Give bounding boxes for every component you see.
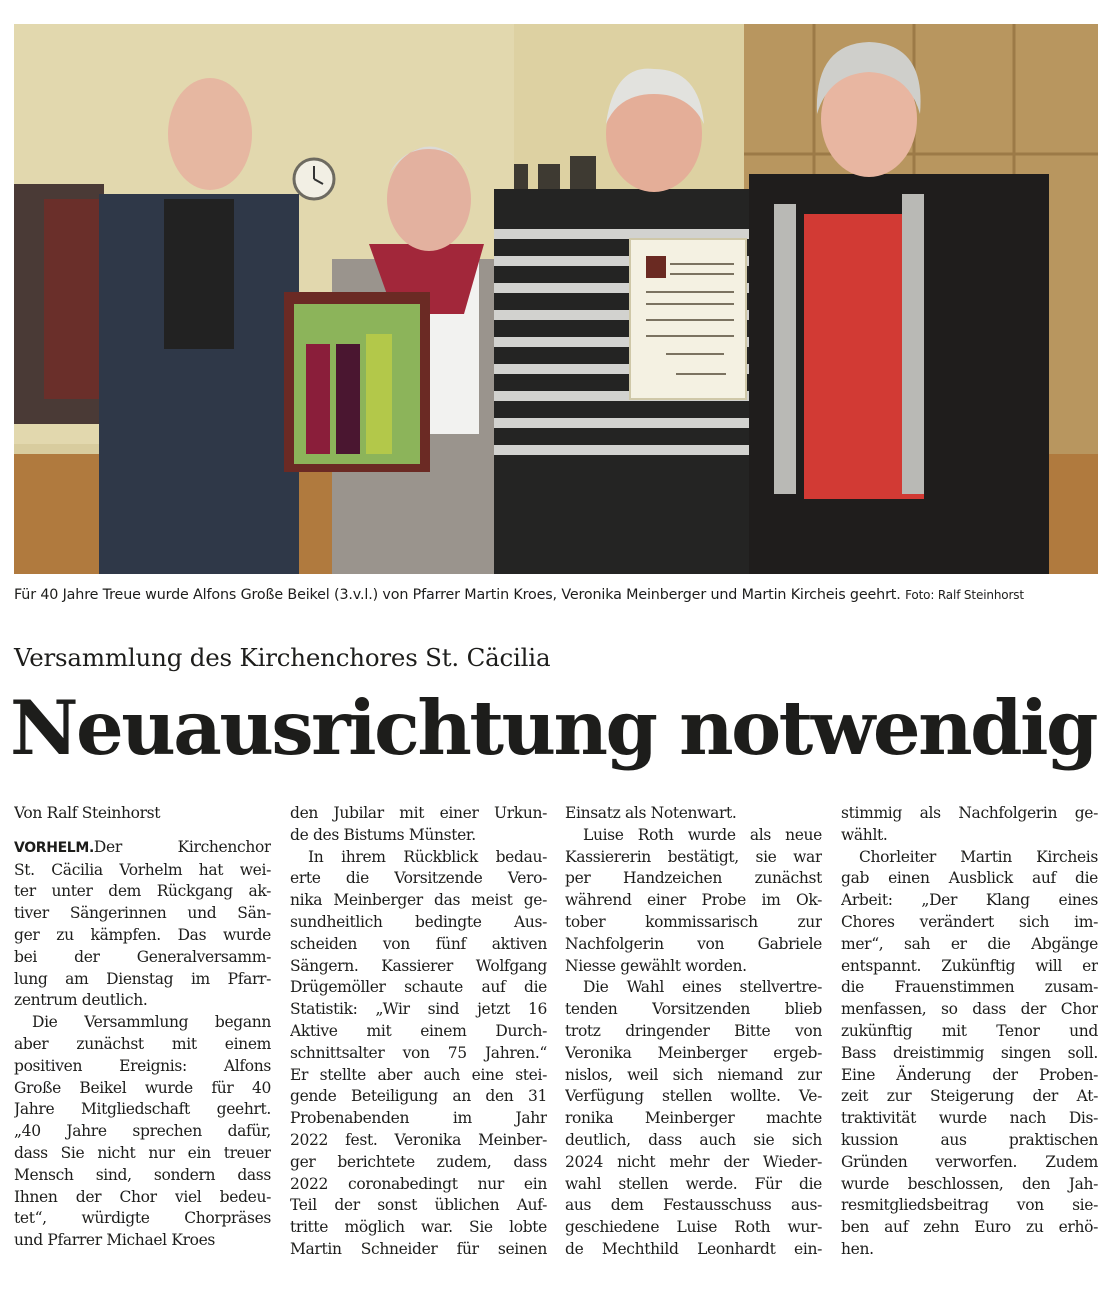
article-line: menfassen, so dass der Chor [841,1000,1098,1019]
article-line: Probenabenden im Jahr [290,1109,547,1128]
article-line: tenden Vorsitzenden blieb [565,1000,822,1019]
article-line: 2022 coronabedingt nur ein [290,1174,547,1193]
article-line: ter unter dem Rückgang ak- [14,882,271,901]
article-line: trotz dringender Bitte von [565,1021,822,1040]
photo-scene [14,24,1098,574]
article-line: Martin Schneider für seinen [290,1239,547,1258]
article-column-1 [14,803,271,1252]
article-line: Ihnen der Chor viel bedeu- [14,1187,271,1206]
article-line: Er stellte aber auch eine stei- [290,1065,547,1084]
article-line: Chorleiter Martin Kircheis [859,847,1098,866]
article-line: de Mechthild Leonhardt ein- [565,1239,822,1258]
article-line: sundheitlich bedingte Aus- [290,912,547,931]
article-line: Jahre Mitgliedschaft geehrt. [14,1100,271,1119]
article-line: tet“, würdigte Chorpräses [14,1209,271,1228]
article-line: Sängern. Kassierer Wolfgang [290,956,547,975]
article-line: zeit zur Steigerung der At- [841,1087,1098,1106]
article-line: 2022 fest. Veronika Meinber- [290,1130,547,1149]
article-line: Teil der sonst üblichen Auf- [290,1196,547,1215]
article-line: aus dem Festausschuss aus- [565,1196,822,1215]
article-line: Arbeit: „Der Klang eines [841,891,1098,910]
article-line: und Pfarrer Michael Kroes [14,1231,216,1250]
article-column-2 [290,803,547,1261]
article-line: Chores verändert sich im- [841,912,1098,931]
article-line: Mensch sind, sondern dass [14,1165,271,1184]
article-line: positiven Ereignis: Alfons [14,1056,271,1075]
article-line: lung am Dienstag im Pfarr- [14,969,271,988]
article-line: nika Meinberger das meist ge- [290,891,547,910]
article-line: tritte möglich war. Sie lobte [290,1218,547,1237]
article-line: Die Versammlung begann [32,1013,271,1032]
article-column-4 [841,803,1098,1261]
article-line: wurde beschlossen, den Jah- [841,1174,1098,1193]
article-line: Gründen verworfen. Zudem [841,1152,1098,1171]
article-photo [14,24,1098,574]
article-line: scheiden von fünf aktiven [290,934,547,953]
photo-credit: Foto: Ralf Steinhorst [905,588,1024,602]
article-line: ben auf zehn Euro zu erhö- [841,1218,1098,1237]
article-line: resmitgliedsbeitrag von sie- [841,1196,1098,1215]
article-line: wahl stellen werde. Für die [565,1174,822,1193]
article-line: während einer Probe im Ok- [565,891,822,910]
article-column-3 [565,803,822,1261]
article-line: nislos, weil sich niemand zur [565,1065,822,1084]
article-line: 2024 nicht mehr der Wieder- [565,1152,822,1171]
article-line: Verfügung stellen wollte. Ve- [565,1087,822,1106]
photo-caption [14,585,1104,605]
article-line: tober kommissarisch zur [565,912,822,931]
article-line: gab einen Ausblick auf die [841,869,1098,888]
article-line: den Jubilar mit einer Urkun- [290,804,547,822]
article-line: St. Cäcilia Vorhelm hat wei- [14,860,271,879]
article-line: Aktive mit einem Durch- [290,1021,547,1040]
article-line: Kassiererin bestätigt, sie war [565,847,822,866]
article-line-text: Der Kirchenchor [93,837,271,856]
article-kicker: Versammlung des Kirchenchores St. Cäcilia [14,643,551,672]
article-line: gende Beteiligung an den 31 [290,1087,547,1106]
article-line: aber zunächst mit einem [14,1034,271,1053]
article-line: Luise Roth wurde als neue [583,825,822,844]
article-line: Die Wahl eines stellvertre- [583,978,822,997]
article-line: erte die Vorsitzende Vero- [290,869,547,888]
article-line: Eine Änderung der Proben- [841,1065,1098,1084]
article-line: dass Sie nicht nur ein treuer [14,1143,271,1162]
byline: Von Ralf Steinhorst [14,804,161,822]
article-line: entspannt. Zukünftig will er [841,956,1098,975]
article-line: geschiedene Luise Roth wur- [565,1218,822,1237]
article-line: zukünftig mit Tenor und [841,1021,1098,1040]
article-line: per Handzeichen zunächst [565,869,822,888]
article-line: Statistik: „Wir sind jetzt 16 [290,1000,547,1019]
article-line: Einsatz als Notenwart. [565,804,737,822]
article-line: hen. [841,1239,874,1258]
article-headline: Neuausrichtung notwendig [10,684,1096,772]
article-line: deutlich, dass auch sie sich [565,1130,822,1149]
article-line: wählt. [841,825,888,844]
article-line: Bass dreistimmig singen soll. [841,1043,1098,1062]
caption-text: Für 40 Jahre Treue wurde Alfons Große Beikel (3.v.l.) von Pfarrer Martin Kroes, Veronika Meinberger und Martin Kircheis geehrt. [14,587,901,603]
article-line: schnittsalter von 75 Jahren.“ [290,1043,547,1062]
article-line: Drügemöller schaute auf die [290,978,547,997]
article-line: ger zu kämpfen. Das wurde [14,925,271,944]
article-line: Große Beikel wurde für 40 [14,1078,271,1097]
article-line: stimmig als Nachfolgerin ge- [841,804,1098,822]
article-line: die Frauenstimmen zusam- [841,978,1098,997]
dateline: VORHELM. [14,839,94,856]
article-line: mer“, sah er die Abgänge [841,934,1098,953]
article-line: traktivität wurde nach Dis- [841,1109,1098,1128]
article-line: kussion aus praktischen [841,1130,1098,1149]
article-line [14,837,271,860]
article-line: „40 Jahre sprechen dafür, [14,1122,271,1141]
article-line: In ihrem Rückblick bedau- [308,847,547,866]
article-line: ronika Meinberger machte [565,1109,822,1128]
article-line: de des Bistums Münster. [290,825,476,844]
article-line: Nachfolgerin von Gabriele [565,934,822,953]
article-line: Niesse gewählt worden. [565,956,747,975]
article-line: tiver Sängerinnen und Sän- [14,904,271,923]
article-line: Veronika Meinberger ergeb- [565,1043,822,1062]
article-line: ger berichtete zudem, dass [290,1152,547,1171]
article-line: bei der Generalversamm- [14,947,271,966]
article-line: zentrum deutlich. [14,991,148,1010]
